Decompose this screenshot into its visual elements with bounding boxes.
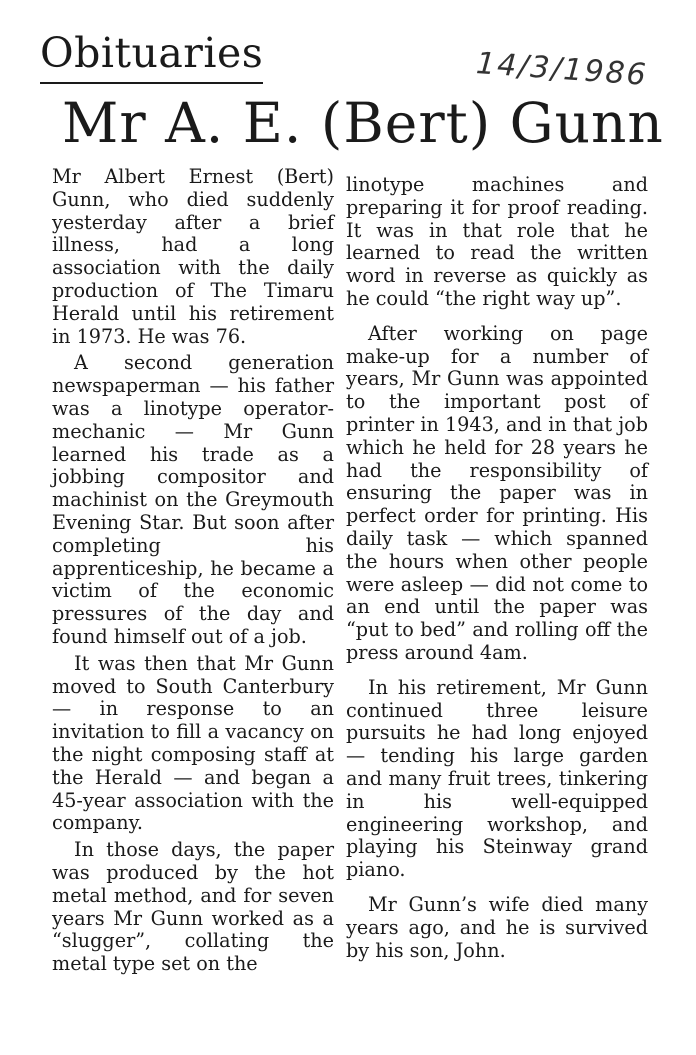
paragraph: It was then that Mr Gunn moved to South Canterbury — in response to an invitation to fill a vacancy on the night composing staff at the Herald — and began a 45-year association with the company. xyxy=(52,651,334,835)
right-column xyxy=(346,174,648,962)
paragraph: In those days, the paper was produced by the hot metal method, and for seven years Mr Gunn worked as a “slugger”, collating the metal type set on the xyxy=(52,838,334,976)
paragraph: After working on page make-up for a number of years, Mr Gunn was appointed to the important post of printer in 1943, and in that job which he held for 28 years he had the responsibility of ensuring the paper was in perfect order for printing. His daily task — which spanned the hours when other people were asleep — did not come to an end until the paper was “put to bed” and rolling off the press around 4am. xyxy=(346,321,648,664)
handwritten-date: 14/3/1986 xyxy=(474,46,649,93)
paragraph: Mr Albert Ernest (Bert) Gunn, who died suddenly yesterday after a brief illness, had a long association with the daily production of The Timaru Herald until his retirement in 1973. He was 76. xyxy=(52,165,334,348)
paragraph: In his retirement, Mr Gunn continued three leisure pursuits he had long enjoyed — tending his large garden and many fruit trees, tinkering in his well-equipped engineering workshop, and playing his Steinway grand piano. xyxy=(346,675,648,882)
paragraph: A second generation newspaperman — his father was a linotype operator-mechanic — Mr Gunn learned his trade as a jobbing compositor and machinist on the Greymouth Evening Star. But soon after completing his apprenticeship, he became a victim of the economic pressures of the day and found himself out of a job. xyxy=(52,351,334,648)
headline: Mr A. E. (Bert) Gunn xyxy=(62,91,664,155)
paragraph: Mr Gunn’s wife died many years ago, and he is survived by his son, John. xyxy=(346,892,648,962)
paragraph: linotype machines and preparing it for proof reading. It was in that role that he learned to read the written word in reverse as quickly as he could “the right way up”. xyxy=(346,173,648,310)
left-column xyxy=(52,166,334,976)
section-heading: Obituaries xyxy=(40,30,263,84)
